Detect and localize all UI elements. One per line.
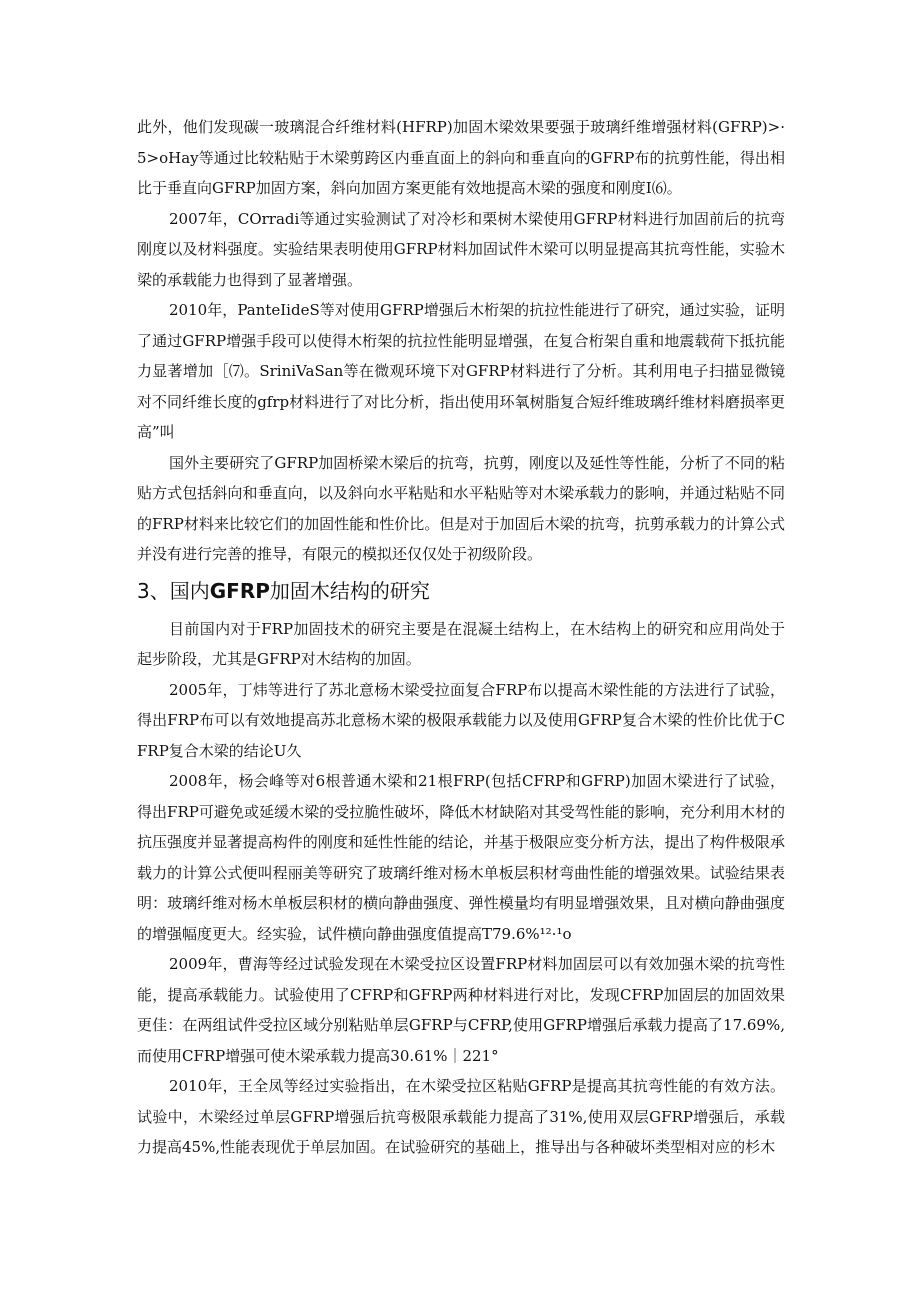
paragraph-2010-pantelides: 2010年，PanteIideS等对使用GFRP增强后木桁架的抗拉性能进行了研究，通过实验，证明了通过GFRP增强手段可以使得木桁架的抗拉性能明显增强，在复合桁架自重和地震载荷下抵抗能力显著增加［⑺。SriniVaSan等在微观环境下对GFRP材料进行了分析。其利用电子扫描显微镜对不同纤维长度的gfrp材料进行了对比分析，指出使用环氧树脂复合短纤维玻璃纤维材料磨损率更高”叫 <box>137 301 785 441</box>
paragraph-2005-ding: 2005年，丁炜等进行了苏北意杨木梁受拉面复合FRP布以提高木梁性能的方法进行了试验，得出FRP布可以有效地提高苏北意杨木梁的极限承载能力以及使用GFRP复合木梁的性价比优于CFRP复合木梁的结论U久 <box>137 680 785 760</box>
paragraph-2008-yang: 2008年，杨会峰等对6根普通木梁和21根FRP(包括CFRP和GFRP)加固木梁进行了试验，得出FRP可避免或延缓木梁的受拉脆性破坏，降低木材缺陷对其受驾性能的影响，充分利用木材的抗压强度并显著提高构件的刚度和延性性能的结论，并基于极限应变分析方法，提出了构件极限承载力的计算公式便叫程丽美等研究了玻璃纤维对杨木单板层积材弯曲性能的增强效果。试验结果表明：玻璃纤维对杨木单板层积材的横向静曲强度、弹性模量均有明显增强效果，且对横向静曲强度的增强幅度更大。经实验，试件横向静曲强度值提高T79.6%¹²·¹o <box>137 772 785 943</box>
paragraph-hfrp-continuation: 此外，他们发现碳一玻璃混合纤维材料(HFRP)加固木梁效果要强于玻璃纤维增强材料(GFRP)>·5>oHay等通过比较粘贴于木梁剪跨区内垂直面上的斜向和垂直向的GFRP布的抗剪性能，得出相比于垂直向GFRP加固方案，斜向加固方案更能有效地提高木梁的强度和刚度I⑹。 <box>137 118 785 197</box>
paragraph-2009-cao: 2009年，曹海等经过试验发现在木梁受拉区设置FRP材料加固层可以有效加强木梁的抗弯性能，提高承载能力。试验使用了CFRP和GFRP两种材料进行对比，发现CFRP加固层的加固效果更佳：在两组试件受拉区域分别粘贴单层GFRP与CFRP,使用GFRP增强后承载力提高了17.69%,而使用CFRP增强可使木梁承载力提高30.61%｜221° <box>137 955 785 1065</box>
paragraph-foreign-summary: 国外主要研究了GFRP加固桥梁木梁后的抗弯，抗剪，刚度以及延性等性能，分析了不同的粘贴方式包括斜向和垂直向，以及斜向水平粘贴和水平粘贴等对木梁承载力的影响，并通过粘贴不同的FRP材料来比较它们的加固性能和性价比。但是对于加固后木梁的抗弯，抗剪承载力的计算公式并没有进行完善的推导，有限元的模拟还仅仅处于初级阶段。 <box>137 453 785 563</box>
section-heading-domestic-gfrp <box>137 574 785 608</box>
heading-prefix: 3、国内 <box>137 578 210 603</box>
paragraph-2010-wang: 2010年，王全凤等经过实验指出，在木梁受拉区粘贴GFRP是提高其抗弯性能的有效方法。试验中，木梁经过单层GFRP增强后抗弯极限承载能力提高了31%,使用双层GFRP增强后，承载力提高45%,性能表现优于单层加固。在试验研究的基础上，推导出与各种破坏类型相对应的杉木 <box>137 1077 785 1156</box>
paragraph-domestic-intro: 目前国内对于FRP加固技术的研究主要是在混凝土结构上，在木结构上的研究和应用尚处于起步阶段，尤其是GFRP对木结构的加固。 <box>137 619 785 668</box>
heading-suffix: 加固木结构的研究 <box>269 578 430 603</box>
document-page <box>137 112 785 1163</box>
heading-strong: GFRP <box>209 578 270 603</box>
paragraph-2007-corradi: 2007年，COrradi等通过实验测试了对冷杉和栗树木梁使用GFRP材料进行加固前后的抗弯刚度以及材料强度。实验结果表明使用GFRP材料加固试件木梁可以明显提高其抗弯性能，实验木梁的承载能力也得到了显著增强。 <box>137 209 785 289</box>
